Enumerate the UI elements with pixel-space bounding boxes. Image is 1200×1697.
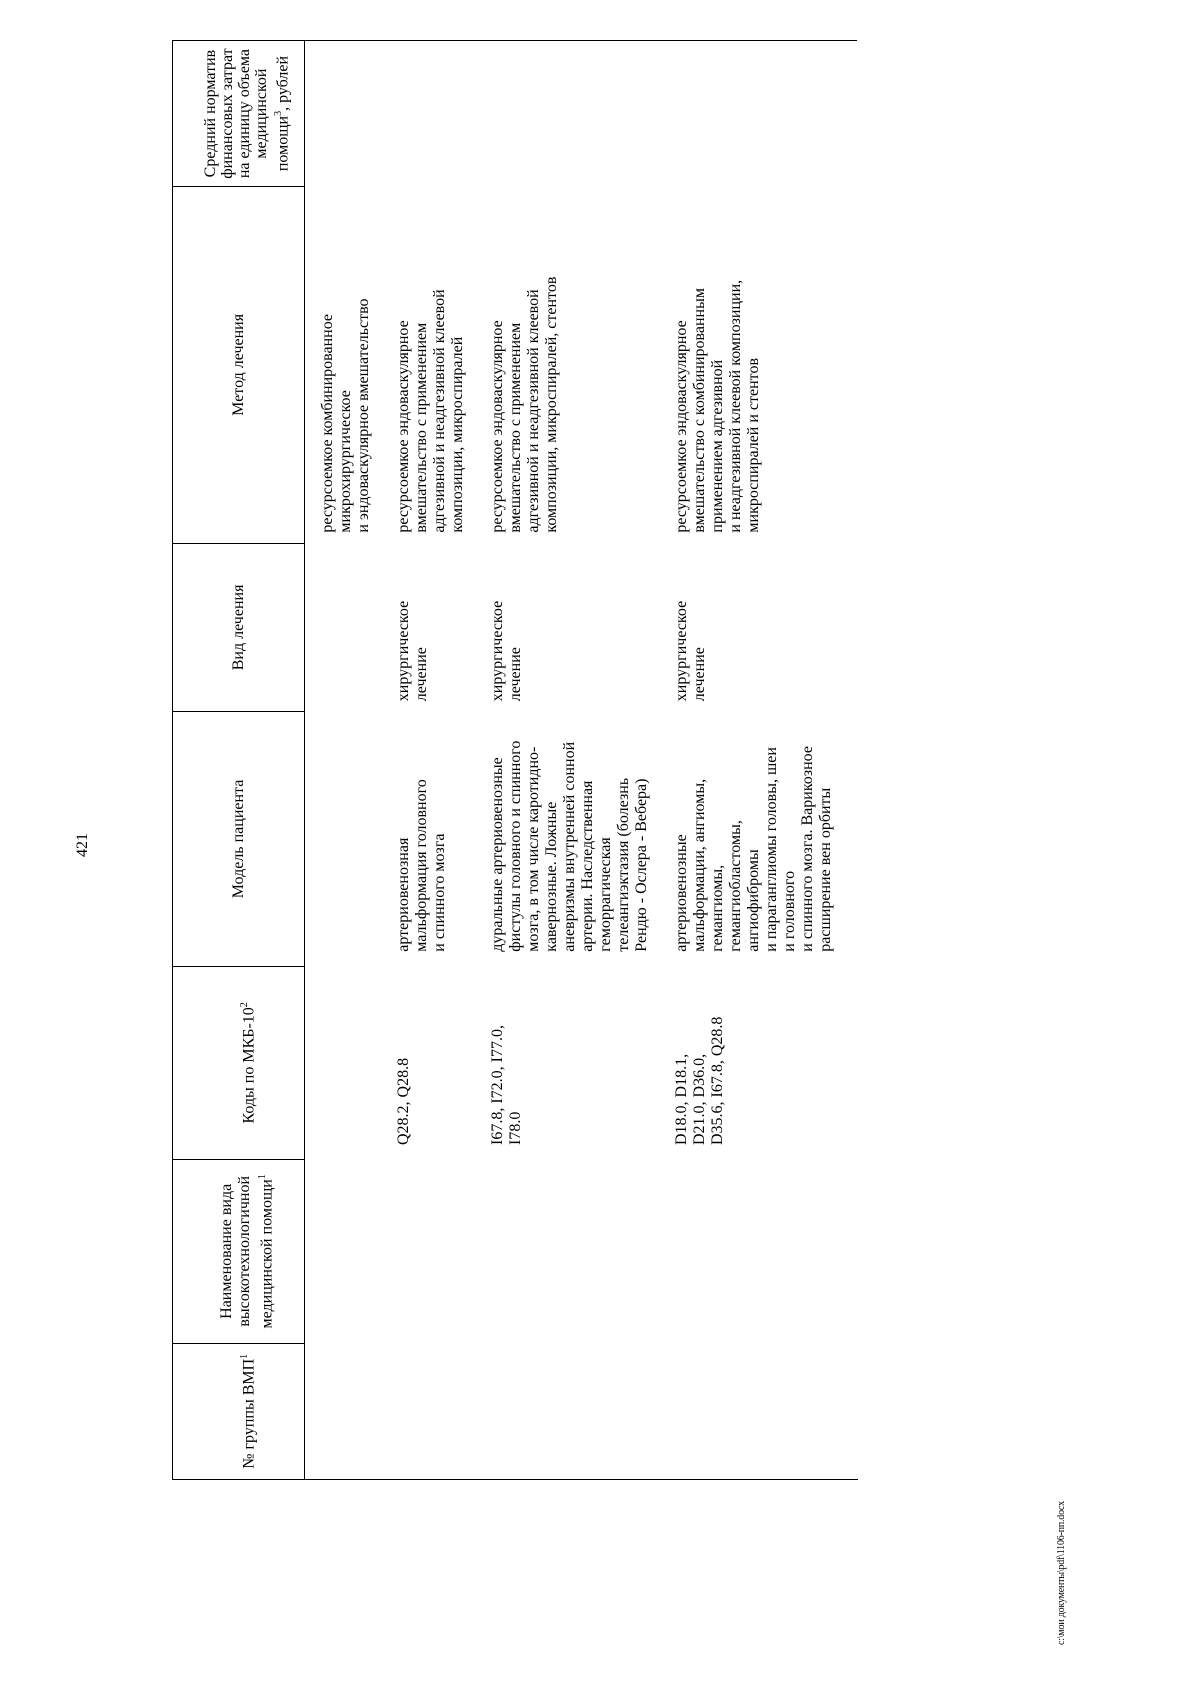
header-treatment-method: Метод лечения [173,187,305,544]
header-cost-norm-footnote: 3 [273,110,285,116]
header-type-name-text: Наименование вида высокотехнологичной медицинской помощи [218,1175,276,1329]
header-type-name [173,1160,305,1344]
cell-treatment-type: хирургическое лечение [489,600,524,702]
cell-treatment-method: ресурсоемкое эндоваскулярное вмешательство с применением адгезивной и неадгезивной клеевой композиции, микроспиралей, стентов [489,276,560,533]
cell-type-name [673,1160,857,1344]
cell-treatment-method: ресурсоемкое эндоваскулярное вмешательство с применением адгезивной и неадгезивной клеевой композиции, микроспиралей [395,289,466,533]
cell-patient-model: артериовенозная мальформация головного и спинного мозга [395,779,448,952]
header-group-no [173,1343,305,1479]
header-cost-norm [173,41,305,187]
cell-patient-model: артериовенозные мальформации, ангиомы, гемангиомы, гемангиобластомы, ангиофибромы и параганглиомы головы, шеи и головного и спинного мозга. Варикозное расширение вен орбиты [673,746,834,952]
cell-type-name [395,1160,489,1344]
header-treatment-type: Вид лечения [173,543,305,712]
header-icd-codes-text: Коды по МКБ-10 [240,1007,258,1124]
footer-file-path: c:\мои документы\pdf\1106-пп.docx [1056,1501,1067,1645]
header-cost-norm-unit: , рублей [274,55,292,111]
cell-treatment-method: ресурсоемкое комбинированное микрохирургическое и эндоваскулярное вмешательство [319,298,372,533]
table-row [395,41,489,1480]
cell-treatment-method: ресурсоемкое эндоваскулярное вмешательство с комбинированным применением адгезивной и неадгезивной клеевой композиции, микроспиралей и стентов [673,279,762,533]
table-row [305,41,396,1480]
cell-cost-norm [305,41,396,187]
cell-treatment-type: хирургическое лечение [395,600,430,702]
header-cost-norm-text: Средний норматив финансовых затрат на единицу объема медицинской помощи [202,48,292,179]
cell-treatment-type: хирургическое лечение [673,600,708,702]
hmp-table [172,40,858,1480]
cell-patient-model: дуральные артериовенозные фистулы головного и спинного мозга, в том числе каротидно- кавернозные. Ложные аневризмы внутренней сонной артерии. Наследственная геморрагическая телеангиэктазия (болезнь Рендю - Ослера - Вебера) [489,740,650,952]
cell-patient-model [305,712,396,967]
cell-icd-codes: I67.8, I72.0, I77.0, I78.0 [489,1025,524,1145]
cell-group-no [489,1343,673,1479]
cell-type-name [489,1160,673,1344]
table-row [673,41,857,1480]
page-number: 421 [74,833,91,857]
cell-icd-codes: D18.0, D18.1, D21.0, D36.0, D35.6, I67.8, Q28.8 [673,1016,726,1145]
header-icd-codes-footnote: 2 [239,1002,251,1008]
header-type-name-footnote: 1 [257,1174,269,1180]
cell-treatment-type [305,543,396,712]
cell-cost-norm [489,41,673,187]
cell-icd-codes: Q28.2, Q28.8 [395,1057,412,1145]
header-group-no-text: № группы ВМП [240,1358,258,1469]
header-icd-codes [173,966,305,1159]
table-row [489,41,673,1480]
cell-type-name [305,1160,396,1344]
table-header-row [173,41,305,1480]
cell-cost-norm [395,41,489,187]
cell-group-no [395,1343,489,1479]
header-patient-model: Модель пациента [173,712,305,967]
cell-cost-norm [673,41,857,187]
cell-group-no [305,1343,396,1479]
cell-group-no [673,1343,857,1479]
header-group-no-footnote: 1 [239,1353,251,1359]
cell-icd-codes [305,966,396,1159]
